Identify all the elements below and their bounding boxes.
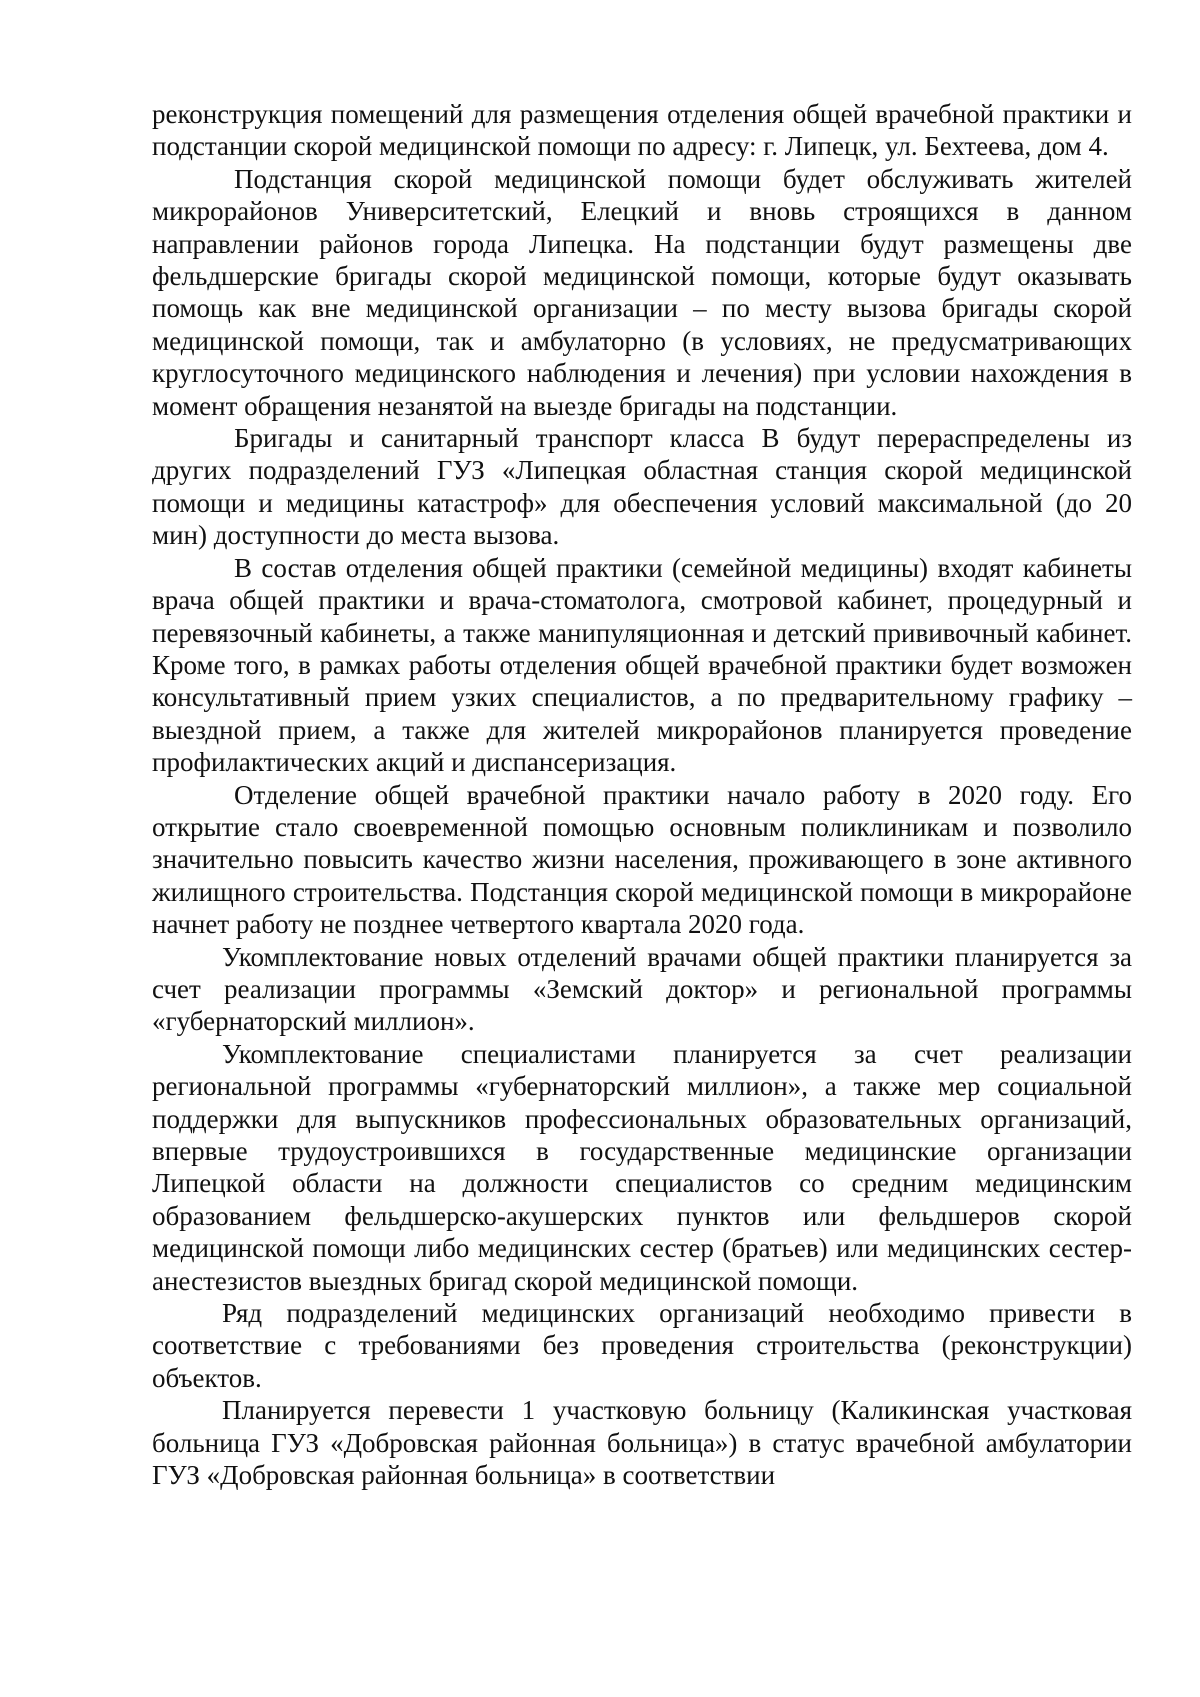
paragraph-staffing-doctors: Укомплектование новых отделений врачами общей практики планируется за счет реализации программы «Земский доктор» и региональной программы «губернаторский миллион». xyxy=(152,941,1132,1037)
paragraph-hospital-transfer: Планируется перевести 1 участковую больницу (Каликинская участковая больница ГУЗ «Добровская районная больница») в статус врачебной амбулатории ГУЗ «Добровская районная больница» в соответствии xyxy=(152,1395,1132,1491)
paragraph-compliance: Ряд подразделений медицинских организаций необходимо привести в соответствие с требованиями без проведения строительства (реконструкции) объектов. xyxy=(152,1298,1132,1393)
paragraph-ambulance-substation: Подстанция скорой медицинской помощи будет обслуживать жителей микрорайонов Университетский, Елецкий и вновь строящихся в данном направлении районов города Липецка. На подстанции будут размещены две фельдшерские бригады скорой медицинской помощи, которые будут оказывать помощь как вне медицинской организации – по месту вызова бригады скорой медицинской помощи, так и амбулаторно (в условиях, не предусматривающих круглосуточного медицинского наблюдения и лечения) при условии нахождения в момент обращения незанятой на выезде бригады на подстанции. xyxy=(152,163,1132,421)
paragraph-reconstruction: реконструкция помещений для размещения отделения общей врачебной практики и подстанции скорой медицинской помощи по адресу: г. Липецк, ул. Бехтеева, дом 4. xyxy=(152,99,1132,162)
document-body xyxy=(152,98,1132,1491)
paragraph-staffing-specialists: Укомплектование специалистами планируется за счет реализации региональной программы «губернаторский миллион», а также мер социальной поддержки для выпускников профессиональных образовательных организаций, впервые трудоустроившихся в государственные медицинские организации Липецкой области на должности специалистов со средним медицинским образованием фельдшерско-акушерских пунктов или фельдшеров скорой медицинской помощи либо медицинских сестер (братьев) или медицинских сестер-анестезистов выездных бригад скорой медицинской помощи. xyxy=(152,1038,1132,1296)
paragraph-practice-opening: Отделение общей врачебной практики начало работу в 2020 году. Его открытие стало своевременной помощью основным поликлиникам и позволило значительно повысить качество жизни населения, проживающего в зоне активного жилищного строительства. Подстанция скорой медицинской помощи в микрорайоне начнет работу не позднее четвертого квартала 2020 года. xyxy=(152,779,1132,940)
paragraph-general-practice-structure: В состав отделения общей практики (семейной медицины) входят кабинеты врача общей практики и врача-стоматолога, смотровой кабинет, процедурный и перевязочный кабинеты, а также манипуляционная и детский прививочный кабинет. Кроме того, в рамках работы отделения общей врачебной практики будет возможен консультативный прием узких специалистов, а по предварительному графику – выездной прием, а также для жителей микрорайонов планируется проведение профилактических акций и диспансеризация. xyxy=(152,552,1132,778)
paragraph-brigades-transport: Бригады и санитарный транспорт класса В будут перераспределены из других подразделений ГУЗ «Липецкая областная станция скорой медицинской помощи и медицины катастроф» для обеспечения условий максимальной (до 20 мин) доступности до места вызова. xyxy=(152,423,1132,551)
